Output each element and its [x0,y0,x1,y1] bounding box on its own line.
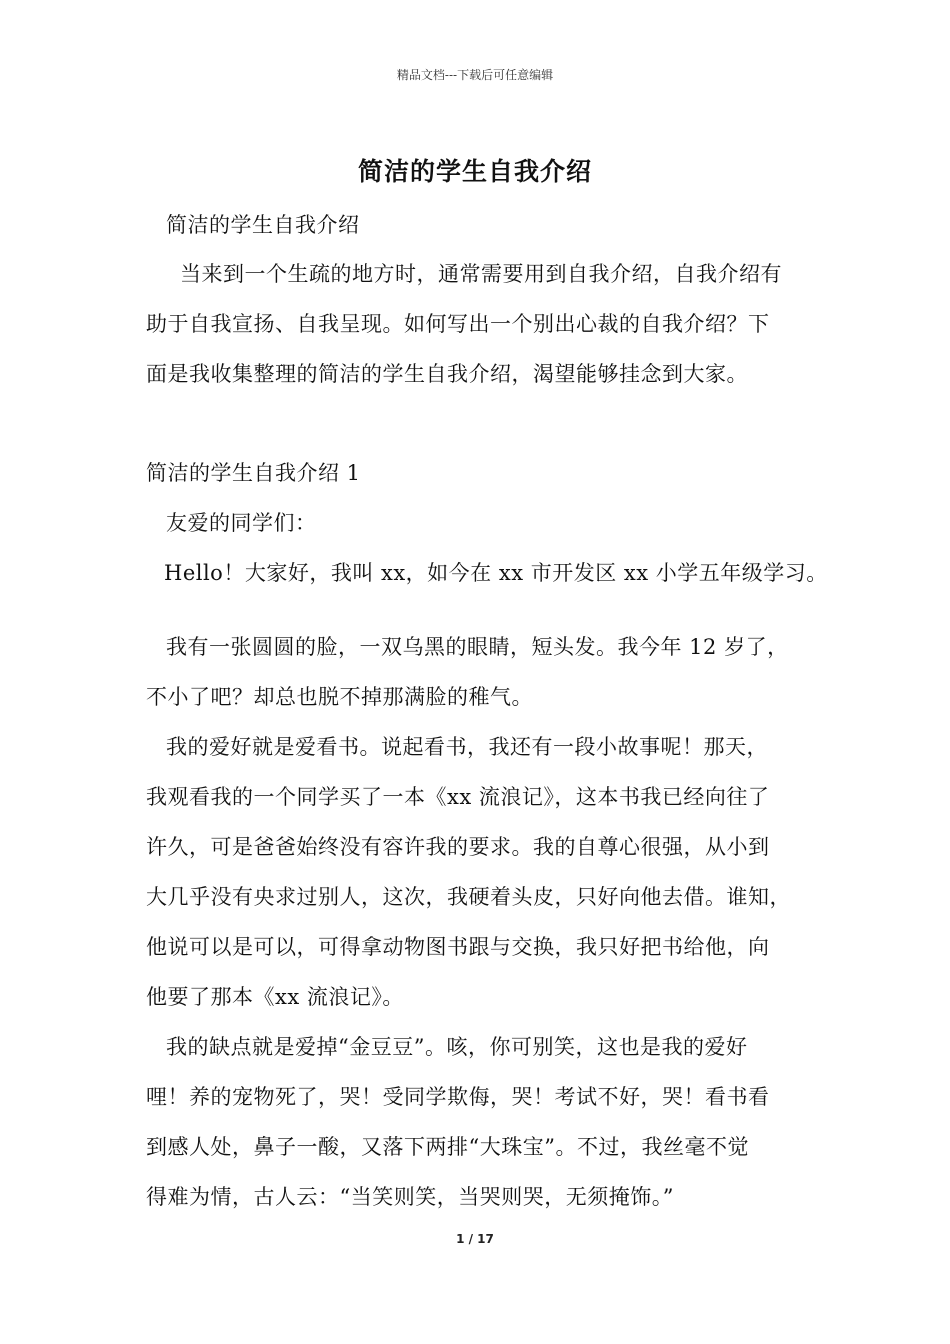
paragraph-line: 我的缺点就是爱掉“金豆豆”。咳，你可别笑，这也是我的爱好 [166,1035,748,1059]
greeting-line: 友爱的同学们： [166,511,317,535]
page-header: 精品文档---下载后可任意编辑 [396,68,554,82]
paragraph-line: 助于自我宣扬、自我呈现。如何写出一个别出心裁的自我介绍？下 [146,312,770,336]
paragraph-line: 我观看我的一个同学买了一本《xx 流浪记》，这本书我已经向往了 [146,785,770,809]
paragraph-line: 许久，可是爸爸始终没有容许我的要求。我的自尊心很强，从小到 [146,835,770,859]
paragraph-line: 我的爱好就是爱看书。说起看书，我还有一段小故事呢！那天， [166,735,768,759]
document-title: 简洁的学生自我介绍 [357,157,592,186]
paragraph-line: 得难为情，古人云：“当笑则笑，当哭则哭，无须掩饰。” [146,1185,674,1209]
section-heading: 简洁的学生自我介绍 1 [146,461,361,485]
page-number: 1 / 17 [456,1232,494,1246]
paragraph-line: 到感人处，鼻子一酸，又落下两排“大珠宝”。不过，我丝毫不觉 [146,1135,749,1159]
subtitle-line: 简洁的学生自我介绍 [166,213,360,237]
paragraph-line: 我有一张圆圆的脸，一双乌黑的眼睛，短头发。我今年 12 岁了， [166,635,789,659]
paragraph-line: Hello！大家好，我叫 xx，如今在 xx 市开发区 xx 小学五年级学习。 [164,561,828,585]
paragraph-line: 他要了那本《xx 流浪记》。 [146,985,404,1009]
paragraph-line: 哩！养的宠物死了，哭！受同学欺侮，哭！考试不好，哭！看书看 [146,1085,770,1109]
paragraph-line: 当来到一个生疏的地方时，通常需要用到自我介绍，自我介绍有 [180,262,782,286]
paragraph-line: 他说可以是可以，可得拿动物图书跟与交换，我只好把书给他，向 [146,935,770,959]
paragraph-line: 面是我收集整理的简洁的学生自我介绍，渴望能够挂念到大家。 [146,362,748,386]
paragraph-line: 不小了吧？却总也脱不掉那满脸的稚气。 [146,685,533,709]
paragraph-line: 大几乎没有央求过别人，这次，我硬着头皮，只好向他去借。谁知， [146,885,791,909]
